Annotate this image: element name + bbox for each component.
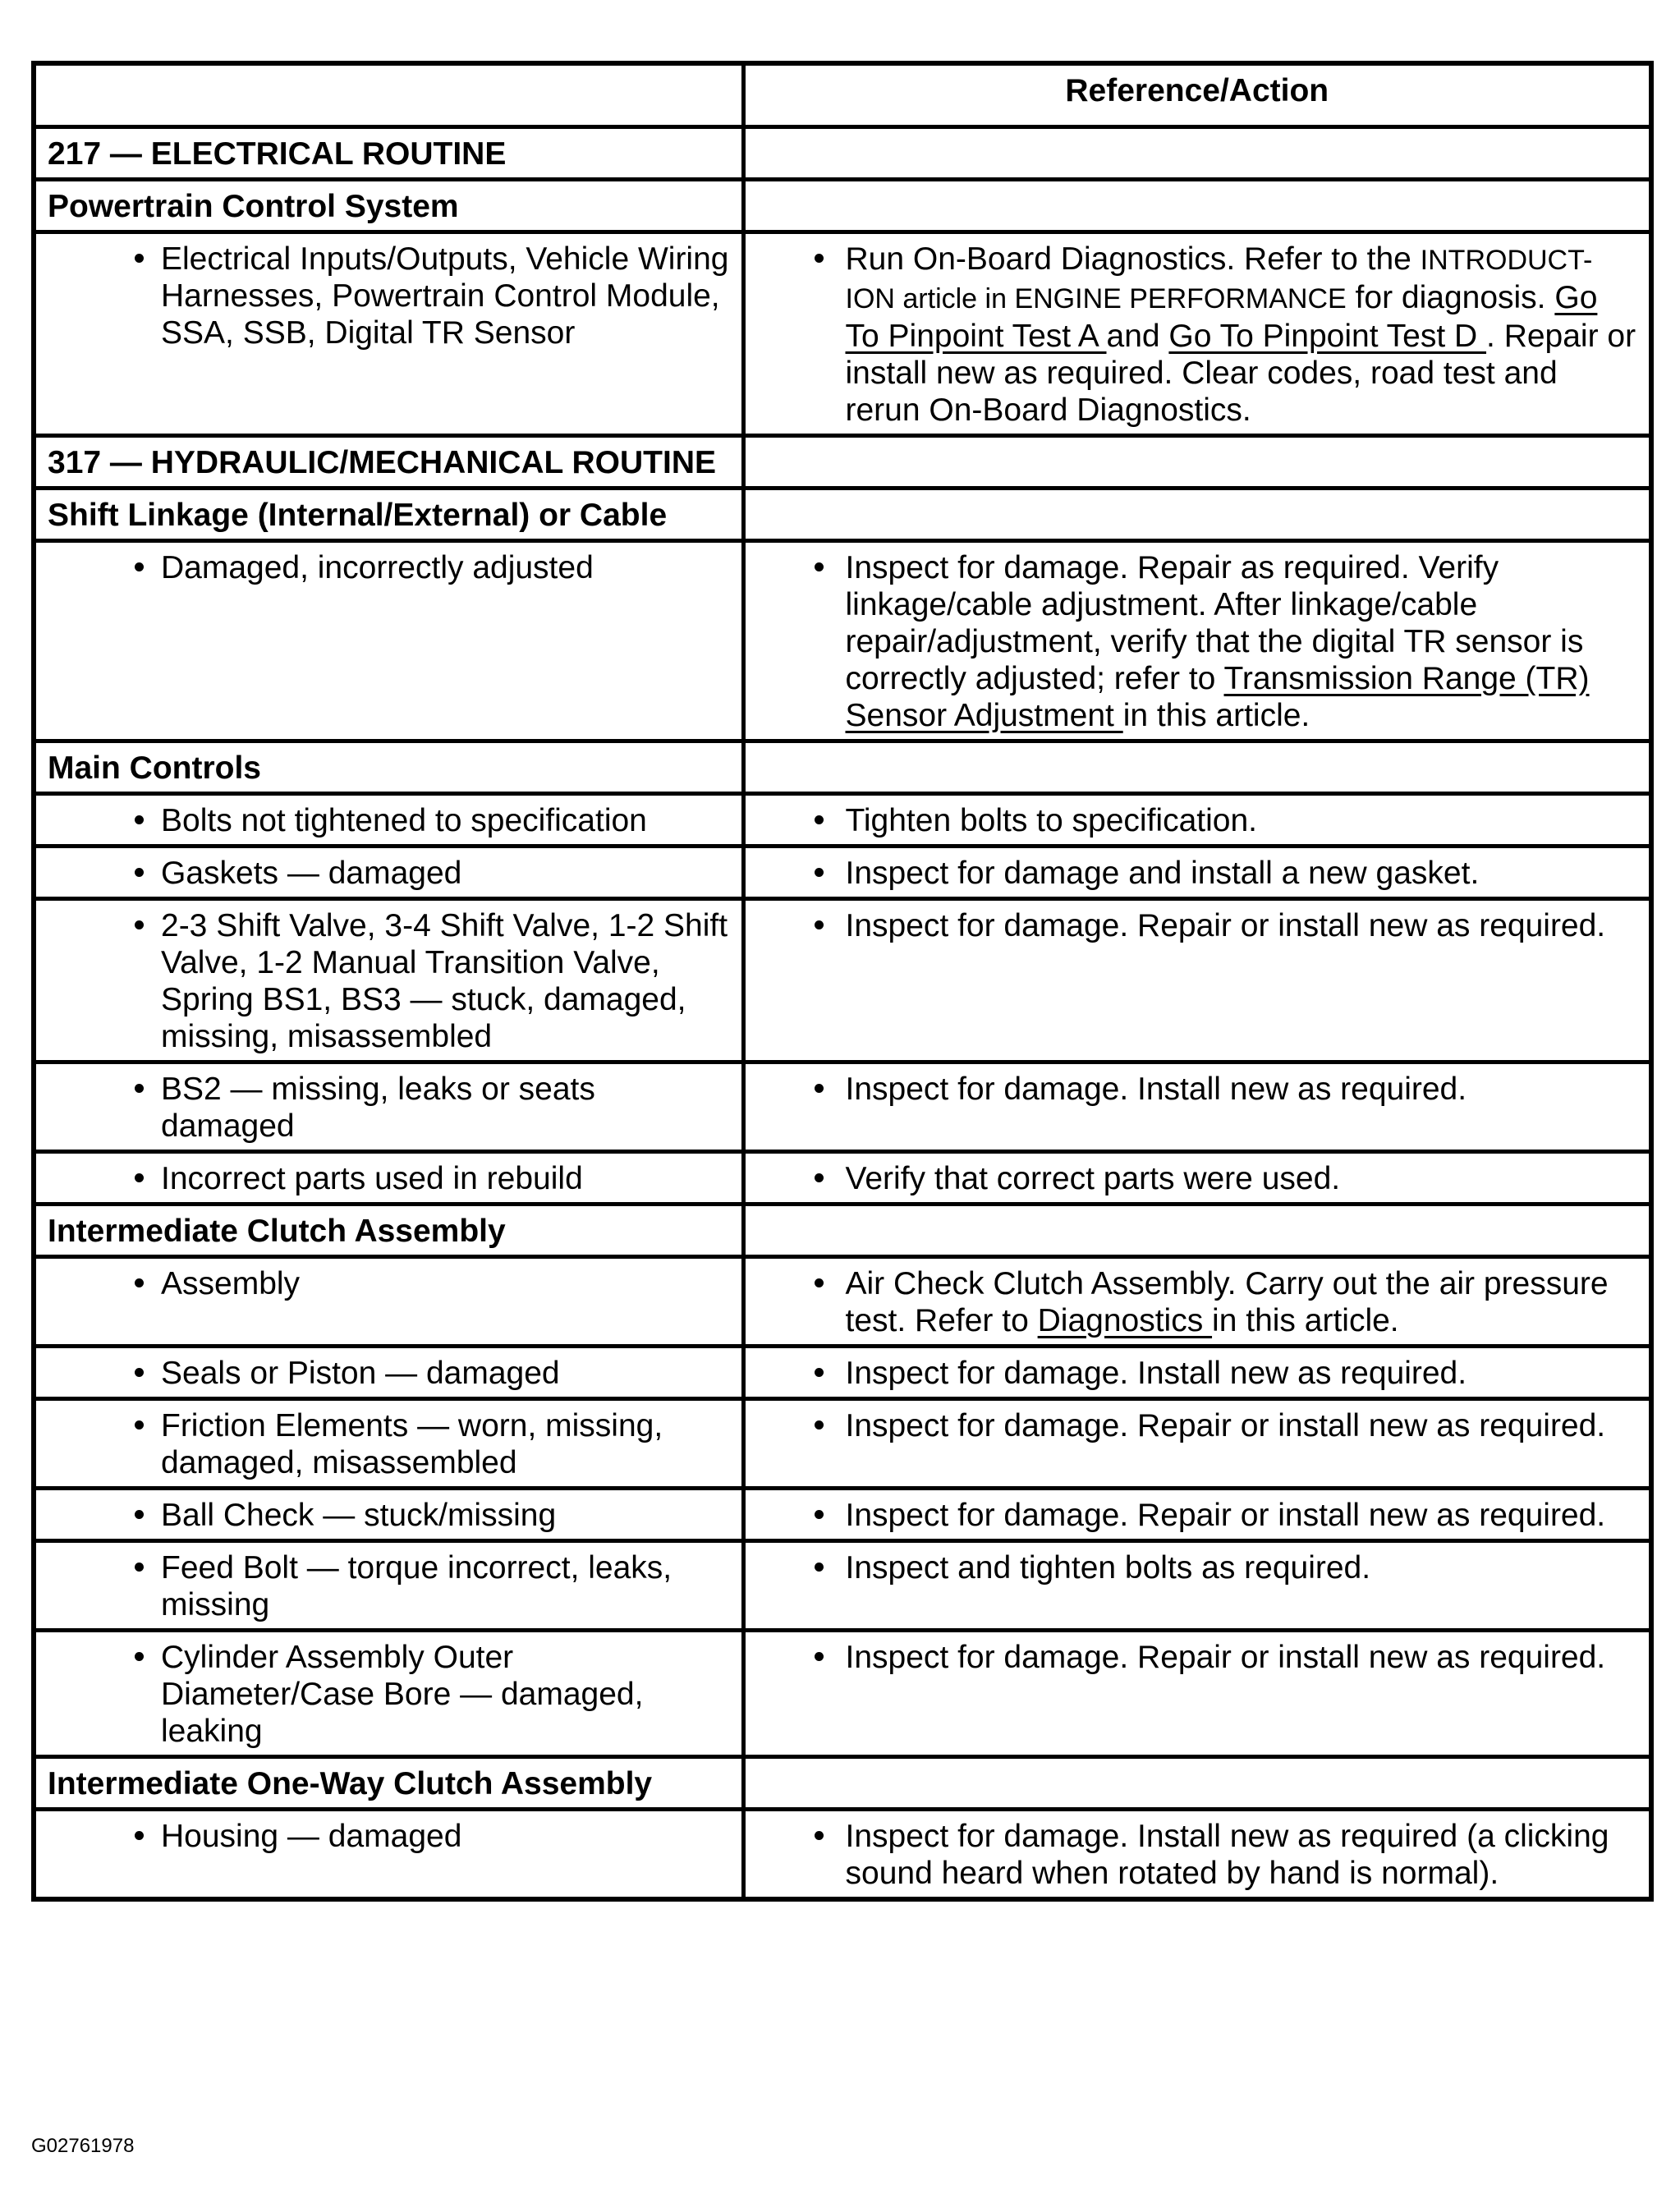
bullet-icon <box>815 1278 824 1287</box>
action-cell <box>743 1810 1651 1900</box>
table-row <box>34 1489 1651 1541</box>
bullet-icon <box>135 815 144 824</box>
condition-text: Cylinder Assembly Outer Diameter/Case Bore — damaged, leaking <box>161 1640 644 1749</box>
bullet-icon <box>135 1563 144 1572</box>
action-text <box>757 1265 1638 1339</box>
action-cell <box>743 1631 1651 1757</box>
condition-cell <box>34 1489 743 1541</box>
header-row <box>34 63 1651 127</box>
header-reference-action: Reference/Action <box>743 63 1651 127</box>
bullet-icon <box>135 254 144 263</box>
section-empty-cell <box>743 489 1651 541</box>
action-text-part: Verify that correct parts were used. <box>845 1161 1341 1196</box>
action-text-part: Inspect for damage. Repair or install new as required. <box>845 1640 1606 1675</box>
action-text-part: for diagnosis. <box>1346 280 1555 315</box>
bullet-icon <box>135 1652 144 1661</box>
action-cell <box>743 1541 1651 1631</box>
action-cell <box>743 794 1651 847</box>
section-row <box>34 1205 1651 1257</box>
condition-text: Assembly <box>161 1266 301 1301</box>
bullet-icon <box>135 1173 144 1182</box>
bullet-icon <box>135 1831 144 1840</box>
section-row <box>34 489 1651 541</box>
action-text-part: Inspect and tighten bolts as required. <box>845 1550 1371 1586</box>
action-text-part: Air Check Clutch Assembly. Carry out the air pressure test. Refer to <box>845 1266 1609 1338</box>
action-cell <box>743 1399 1651 1489</box>
condition-text: Bolts not tightened to specification <box>161 803 647 838</box>
table-row <box>34 847 1651 899</box>
action-text-part: and <box>1106 319 1169 354</box>
condition-cell <box>34 541 743 741</box>
reference-link[interactable]: Diagnostics <box>1037 1303 1213 1338</box>
condition-cell <box>34 899 743 1062</box>
action-cell <box>743 1347 1651 1399</box>
bullet-icon <box>135 1510 144 1519</box>
section-label: Shift Linkage (Internal/External) or Cable <box>34 489 743 541</box>
action-text <box>757 1639 1638 1676</box>
action-text-part: in this article. <box>1122 698 1310 733</box>
action-text-part: Inspect for damage. Install new as required (a clicking sound heard when rotated by hand is normal). <box>845 1819 1609 1891</box>
section-row <box>34 1757 1651 1810</box>
condition-cell <box>34 1062 743 1152</box>
reference-article: INTRODUCT-ION article in ENGINE PERFORMANCE <box>845 245 1593 314</box>
bullet-icon <box>815 815 824 824</box>
table-row <box>34 541 1651 741</box>
condition-text: Housing — damaged <box>161 1819 462 1854</box>
section-label: Powertrain Control System <box>34 180 743 232</box>
action-cell <box>743 899 1651 1062</box>
bullet-icon <box>135 1278 144 1287</box>
condition-cell <box>34 1399 743 1489</box>
section-label: Main Controls <box>34 741 743 794</box>
condition-text: 2-3 Shift Valve, 3-4 Shift Valve, 1-2 Shift Valve, 1-2 Manual Transition Valve, Spring BS1, BS3 — stuck, damaged, missing, misassembled <box>161 908 728 1054</box>
section-empty-cell <box>743 436 1651 489</box>
header-condition <box>34 63 743 127</box>
figure-id: G02761978 <box>31 2135 135 2157</box>
section-row <box>34 436 1651 489</box>
condition-text: Electrical Inputs/Outputs, Vehicle Wiring Harnesses, Powertrain Control Module, SSA, SSB, Digital TR Sensor <box>161 241 729 351</box>
condition-cell <box>34 232 743 436</box>
table-row <box>34 899 1651 1062</box>
condition-cell <box>34 1347 743 1399</box>
bullet-icon <box>815 1084 824 1093</box>
action-cell <box>743 847 1651 899</box>
action-text <box>757 1160 1638 1197</box>
action-cell <box>743 232 1651 436</box>
bullet-icon <box>815 1173 824 1182</box>
action-text-part: . Repair or install new as required. Clear codes, road test and rerun On-Board Diagnostics. <box>845 319 1636 428</box>
bullet-icon <box>815 1652 824 1661</box>
action-text <box>757 241 1638 429</box>
action-text <box>757 549 1638 734</box>
section-empty-cell <box>743 127 1651 180</box>
action-cell <box>743 1152 1651 1205</box>
action-text-part: Inspect for damage. Repair or install new as required. <box>845 1408 1606 1443</box>
bullet-icon <box>135 920 144 929</box>
section-empty-cell <box>743 180 1651 232</box>
bullet-icon <box>815 562 824 571</box>
table-row <box>34 1347 1651 1399</box>
condition-text: BS2 — missing, leaks or seats damaged <box>161 1072 595 1144</box>
condition-text: Seals or Piston — damaged <box>161 1356 560 1391</box>
table-row <box>34 1631 1651 1757</box>
condition-cell <box>34 1631 743 1757</box>
table-row <box>34 1152 1651 1205</box>
condition-text: Gaskets — damaged <box>161 856 462 891</box>
reference-link[interactable]: Go To Pinpoint Test A <box>845 280 1598 354</box>
section-row <box>34 127 1651 180</box>
condition-text: Ball Check — stuck/missing <box>161 1498 557 1533</box>
action-text-part: Inspect for damage. Install new as required. <box>845 1072 1467 1107</box>
action-text-part: Inspect for damage. Repair or install new as required. <box>845 908 1606 943</box>
table-row <box>34 1062 1651 1152</box>
condition-cell <box>34 1541 743 1631</box>
section-row <box>34 180 1651 232</box>
action-text <box>757 1071 1638 1108</box>
table-row <box>34 1257 1651 1347</box>
action-cell <box>743 1257 1651 1347</box>
condition-cell <box>34 847 743 899</box>
action-text <box>757 1497 1638 1534</box>
section-row <box>34 741 1651 794</box>
section-label: 317 — HYDRAULIC/MECHANICAL ROUTINE <box>34 436 743 489</box>
bullet-icon <box>135 1420 144 1430</box>
condition-text: Damaged, incorrectly adjusted <box>161 550 594 585</box>
condition-cell <box>34 1257 743 1347</box>
action-text <box>757 855 1638 892</box>
section-empty-cell <box>743 1757 1651 1810</box>
section-empty-cell <box>743 1205 1651 1257</box>
bullet-icon <box>135 868 144 877</box>
table-row <box>34 1810 1651 1900</box>
action-text <box>757 1818 1638 1892</box>
table-row <box>34 1399 1651 1489</box>
condition-cell <box>34 1810 743 1900</box>
action-text <box>757 1355 1638 1392</box>
bullet-icon <box>135 562 144 571</box>
bullet-icon <box>815 1831 824 1840</box>
action-text-part: Inspect for damage. Repair as required. Verify linkage/cable adjustment. After linkage/cable repair/adjustment, verify that the digital TR sensor is correctly adjusted; refer to <box>845 550 1584 696</box>
section-empty-cell <box>743 741 1651 794</box>
condition-text: Feed Bolt — torque incorrect, leaks, missing <box>161 1550 672 1622</box>
bullet-icon <box>135 1368 144 1377</box>
table-row <box>34 1541 1651 1631</box>
bullet-icon <box>815 1420 824 1430</box>
bullet-icon <box>815 254 824 263</box>
bullet-icon <box>815 1368 824 1377</box>
table-row <box>34 232 1651 436</box>
bullet-icon <box>815 920 824 929</box>
reference-link[interactable]: Transmission Range (TR) Sensor Adjustment <box>845 661 1590 733</box>
bullet-icon <box>815 1510 824 1519</box>
action-cell <box>743 541 1651 741</box>
action-text <box>757 907 1638 944</box>
action-cell <box>743 1489 1651 1541</box>
action-text-part: Inspect for damage and install a new gasket. <box>845 856 1480 891</box>
reference-link[interactable]: Go To Pinpoint Test D <box>1168 319 1487 354</box>
bullet-icon <box>815 1563 824 1572</box>
condition-cell <box>34 1152 743 1205</box>
diagnosis-table <box>31 61 1654 1902</box>
action-text <box>757 802 1638 839</box>
action-text-part: in this article. <box>1212 1303 1399 1338</box>
condition-text: Friction Elements — worn, missing, damaged, misassembled <box>161 1408 663 1480</box>
condition-text: Incorrect parts used in rebuild <box>161 1161 583 1196</box>
action-text <box>757 1549 1638 1586</box>
action-text-part: Tighten bolts to specification. <box>845 803 1257 838</box>
bullet-icon <box>135 1084 144 1093</box>
action-text-part: Run On-Board Diagnostics. Refer to the <box>845 241 1421 277</box>
action-text-part: Inspect for damage. Repair or install new as required. <box>845 1498 1606 1533</box>
action-text-part: Inspect for damage. Install new as required. <box>845 1356 1467 1391</box>
section-label: 217 — ELECTRICAL ROUTINE <box>34 127 743 180</box>
condition-cell <box>34 794 743 847</box>
action-text <box>757 1407 1638 1444</box>
table-row <box>34 794 1651 847</box>
bullet-icon <box>815 868 824 877</box>
section-label: Intermediate Clutch Assembly <box>34 1205 743 1257</box>
action-cell <box>743 1062 1651 1152</box>
section-label: Intermediate One-Way Clutch Assembly <box>34 1757 743 1810</box>
